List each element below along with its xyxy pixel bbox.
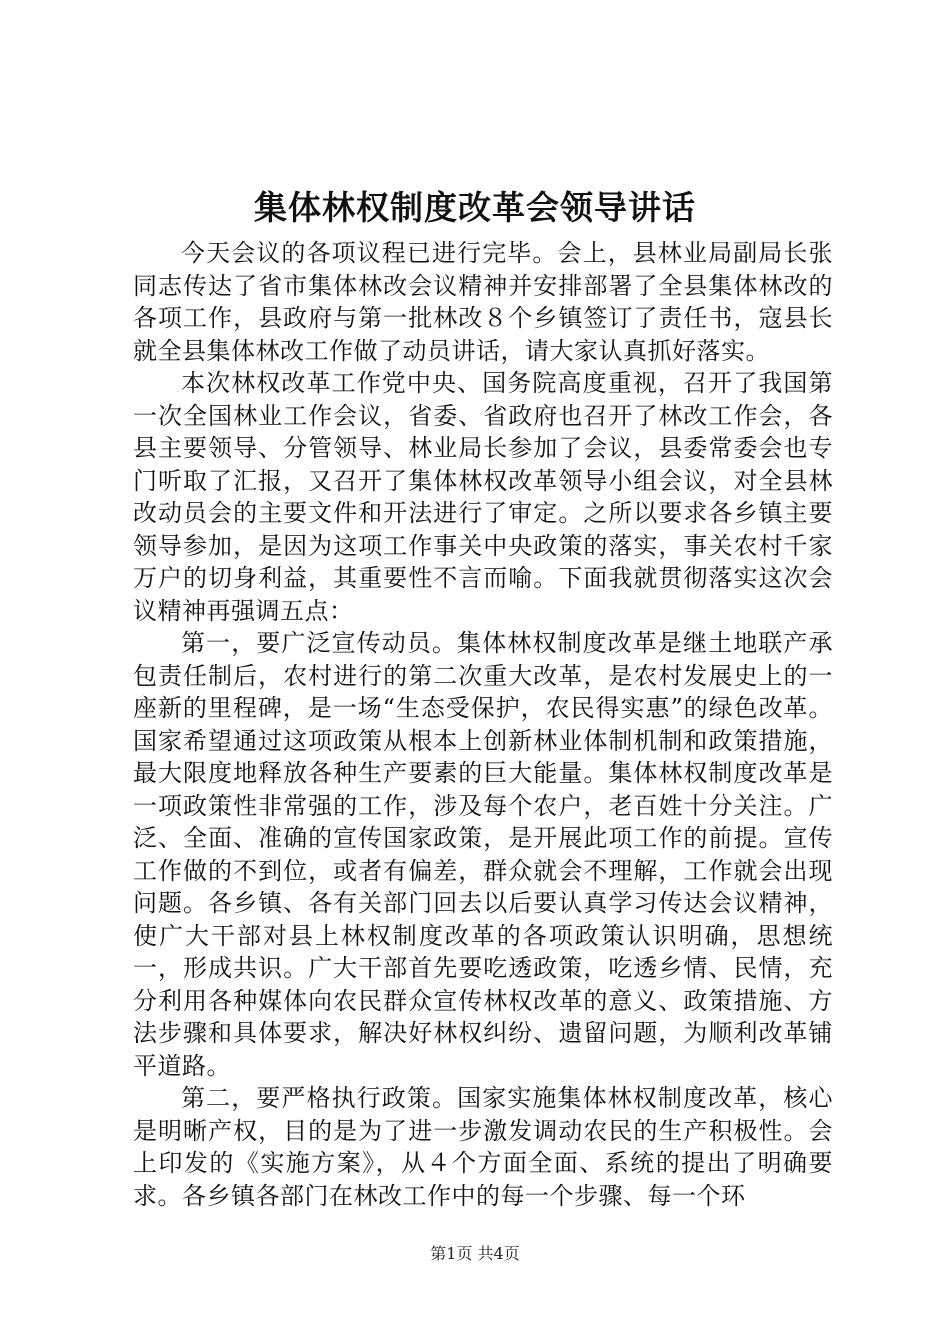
paragraph: 今天会议的各项议程已进行完毕。会上，县林业局副局长张同志传达了省市集体林改会议精神并安排部署了全县集体林改的各项工作，县政府与第一批林改８个乡镇签订了责任书，寇县长就全县集体林改工作做了动员讲话，请大家认真抓好落实。: [133, 239, 833, 365]
paragraph: 第二，要严格执行政策。国家实施集体林权制度改革，核心是明晰产权，目的是为了进一步激发调动农民的生产积极性。会上印发的《实施方案》，从４个方面全面、系统的提出了明确要求。各乡镇各部门在林改工作中的每一个步骤、每一个环: [133, 1084, 833, 1210]
paragraph: 第一，要广泛宣传动员。集体林权制度改革是继土地联产承包责任制后，农村进行的第二次重大改革，是农村发展史上的一座新的里程碑，是一场“生态受保护，农民得实惠”的绿色改革。国家希望通过这项政策从根本上创新林业体制机制和政策措施，最大限度地释放各种生产要素的巨大能量。集体林权制度改革是一项政策性非常强的工作，涉及每个农户，老百姓十分关注。广泛、全面、准确的宣传国家政策，是开展此项工作的前提。宣传工作做的不到位，或者有偏差，群众就会不理解，工作就会出现问题。各乡镇、各有关部门回去以后要认真学习传达会议精神，使广大干部对县上林权制度改革的各项政策认识明确，思想统一，形成共识。广大干部首先要吃透政策，吃透乡情、民情，充分利用各种媒体向农民群众宣传林权改革的意义、政策措施、方法步骤和具体要求，解决好林权纠纷、遗留问题，为顺利改革铺平道路。: [133, 629, 833, 1080]
paragraph: 本次林权改革工作党中央、国务院高度重视，召开了我国第一次全国林业工作会议，省委、省政府也召开了林改工作会，各县主要领导、分管领导、林业局长参加了会议，县委常委会也专门听取了汇报，又召开了集体林权改革领导小组会议，对全县林改动员会的主要文件和开法进行了审定。之所以要求各乡镇主要领导参加，是因为这项工作事关中央政策的落实，事关农村千家万户的切身利益，其重要性不言而喻。下面我就贯彻落实这次会议精神再强调五点：: [133, 369, 833, 625]
page-number-footer: 第1页 共4页: [430, 1244, 520, 1263]
document-body: [133, 237, 833, 1212]
document-title: 集体林权制度改革会领导讲话: [254, 188, 696, 227]
